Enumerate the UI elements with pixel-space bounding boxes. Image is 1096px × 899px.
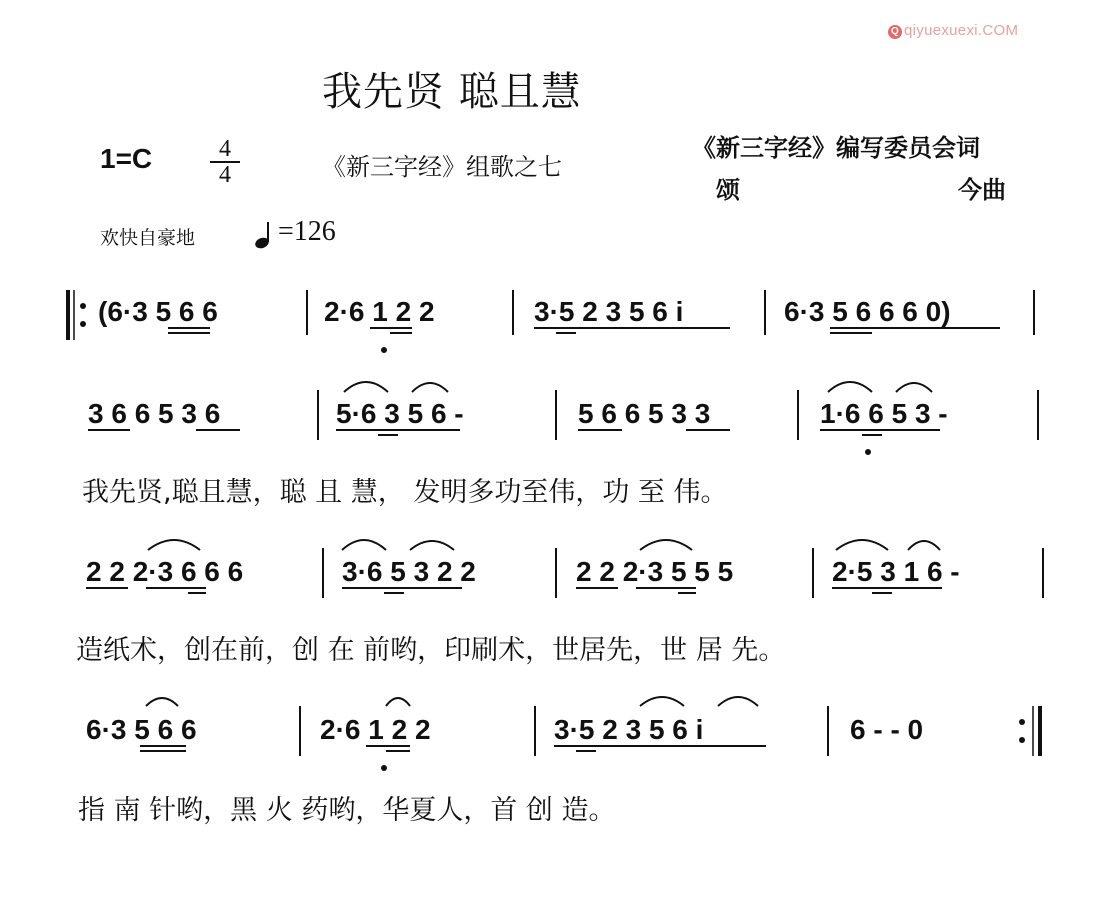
score-line2-bar1: 3 6 6 5 3 6 (88, 398, 221, 429)
score-line3-bar1: 2 2 2·3 6 6 6 (86, 556, 244, 587)
time-signature: 4 4 (210, 137, 240, 187)
score-line1-bar3: 3·5 2 3 5 6 i (534, 296, 684, 327)
watermark-logo-icon: Q (888, 25, 902, 39)
score-line2-bar3: 5 6 6 5 3 3 (578, 398, 711, 429)
composer-credit-2: 今曲 (958, 175, 1006, 204)
score-line2-bar2: 5·6 3 5 6 - (336, 398, 464, 429)
lyrics-line4: 指 南 针哟，黑 火 药哟，华夏人，首 创 造。 (78, 795, 616, 826)
tempo-bpm: =126 (278, 216, 336, 247)
score-line3-bar2: 3·6 5 3 2 2 (342, 556, 476, 587)
watermark: Q qiyuexuexi.COM (888, 22, 1018, 39)
key-signature: 1=C (100, 143, 153, 174)
score-line4-bar1: 6·3 5 6 6 (86, 714, 197, 745)
score-line4-bar4: 6 - - 0 (850, 714, 924, 745)
tempo-marking: 欢快自豪地 (100, 227, 196, 249)
composer-credit-1: 颂 (716, 175, 740, 204)
song-title: 我先贤 聪且慧 (322, 69, 582, 115)
subtitle: 《新三字经》组歌之七 (322, 153, 562, 181)
score-line3-bar4: 2·5 3 1 6 - (832, 556, 960, 587)
lyrics-line3: 造纸术，创在前，创 在 前哟，印刷术，世居先，世 居 先。 (76, 635, 786, 666)
score-line4-bar2: 2·6 1 2 2 (320, 714, 431, 745)
score-line3-bar3: 2 2 2·3 5 5 5 (576, 556, 734, 587)
score-line1-bar2: 2·6 1 2 2 (324, 296, 435, 327)
score-line1-bar4: 6·3 5 6 6 6 0) (784, 296, 951, 327)
score-line2-bar4: 1·6 6 5 3 - (820, 398, 948, 429)
lyrics-line2: 我先贤,聪且慧，聪 且 慧， 发明多功至伟，功 至 伟。 (82, 477, 728, 508)
lyricist-credit: 《新三字经》编写委员会词 (692, 133, 980, 162)
score-line4-bar3: 3·5 2 3 5 6 i (554, 714, 704, 745)
score-line1-bar1: (6·3 5 6 6 (98, 296, 218, 327)
